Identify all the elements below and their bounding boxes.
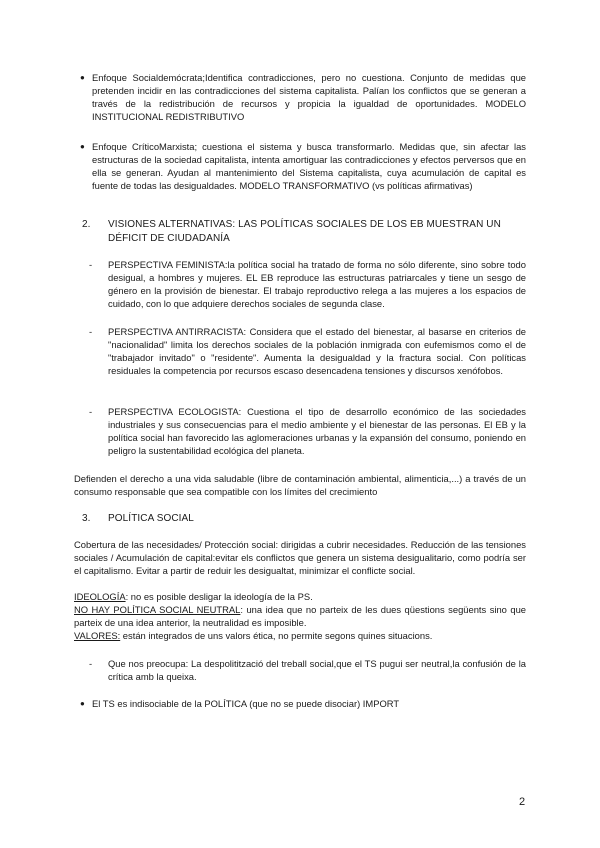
perspective-antirracista bbox=[89, 325, 526, 377]
perspective-text: PERSPECTIVA ECOLOGISTA: Cuestiona el tipo de desarrollo económico de las sociedades industriales y sus consecuencias para el medio ambiente y el bienestar de las personas. El EB y la política social han favorecido las aglomeraciones urbanas y la expansión del consumo, poniendo en peligro la sustentabilidad ecológica del planeta. bbox=[108, 406, 526, 456]
perspective-ecologista bbox=[89, 405, 526, 457]
section-number: 3. bbox=[82, 513, 91, 524]
definition-neutral bbox=[74, 603, 526, 629]
dash-marker: - bbox=[89, 658, 93, 669]
dash-preocupa bbox=[89, 657, 526, 683]
perspective-text: PERSPECTIVA FEMINISTA:la política social ha tratado de forma no sólo diferente, sino sobre todo desigual, a hombres y mujeres. EL EB reproduce las estructuras patriarcales y tiene un sesgo de género en la provisión de bienestar. El trabajo reproductivo relega a las mujeres a los espacios de cuidado, con lo que adquiere derechos sociales de segunda clase. bbox=[108, 259, 526, 309]
paragraph-vida-saludable: Defienden el derecho a una vida saludable (libre de contaminación ambiental, alimenticia,...) a través de un consumo responsable que sea compatible con los límites del crecimiento bbox=[74, 473, 526, 497]
bullet-dot: ● bbox=[80, 699, 85, 708]
page-number: 2 bbox=[519, 796, 526, 808]
paragraph-cobertura: Cobertura de las necesidades/ Protección social: dirigidas a cubrir necesidades. Reducción de las tensiones sociales / Acumulación de capital:evitar els conflictos que genera un sistema desigualitario, como podría ser el capitalismo. Evitar a partir de reduir les desigualtat, minimizar el conflicte social. bbox=[74, 539, 526, 576]
bullet-text: Enfoque Socialdemócrata;Identifica contradicciones, pero no cuestiona. Conjunto de medidas que pretenden incidir en las contradicciones del sistema capitalista. Palían los conflictos que se generan a través de la redistribución de recursos y propicia la igualdad de oportunidades. MODELO INSTITUCIONAL REDISTRIBUTIVO bbox=[92, 72, 526, 122]
bullet-dot: ● bbox=[80, 73, 85, 82]
bullet-ts-politica bbox=[80, 697, 526, 710]
definition-ideologia bbox=[74, 590, 526, 603]
dash-marker: - bbox=[89, 406, 93, 417]
section-title: VISIONES ALTERNATIVAS: LAS POLÍTICAS SOCIALES DE LOS EB MUESTRAN UN DÉFICIT DE CIUDADANÍA bbox=[108, 219, 501, 244]
bullet-text: Enfoque CríticoMarxista; cuestiona el sistema y busca transformarlo. Medidas que, sin afectar las estructuras de la sociedad capitalista, intenta amortiguar las contradicciones y efectos perversos que en ella se generan. Ayudan al mantenimiento del Sistema capitalista, cuya acumulación de capital es fuente de todas las desigualdades. MODELO TRANSFORMATIVO (vs políticas afirmativas) bbox=[92, 141, 526, 191]
valores-text: están integrados de uns valors ética, no permite segons quines situacions. bbox=[120, 630, 433, 641]
perspective-feminista bbox=[89, 258, 526, 310]
perspective-text: PERSPECTIVA ANTIRRACISTA: Considera que el estado del bienestar, al basarse en criterios de "nacionalidad" limita los derechos sociales de la población inmigrada con eufemismos como el de "trabajador invitado" o "residente". Aumenta la desigualdad y la fractura social. Con políticas residuales la competencia por recursos escaso desencadena tensiones y discursos xenófobos. bbox=[108, 326, 526, 376]
section-3-heading bbox=[82, 512, 526, 526]
section-number: 2. bbox=[82, 219, 91, 230]
bullet-text: El TS es indisociable de la POLÍTICA (que no se puede disociar) IMPORT bbox=[92, 698, 400, 709]
definition-valores bbox=[74, 629, 526, 642]
bullet-socialdemocrata bbox=[80, 71, 526, 123]
ideologia-label: IDEOLOGÍA bbox=[74, 591, 126, 602]
dash-marker: - bbox=[89, 326, 93, 337]
definitions-block bbox=[74, 590, 526, 642]
ideologia-text: : no es posible desligar la ideología de la PS. bbox=[125, 591, 313, 602]
section-title: POLÍTICA SOCIAL bbox=[108, 513, 194, 524]
valores-label: VALORES: bbox=[74, 630, 121, 641]
dash-marker: - bbox=[89, 259, 93, 270]
bullet-critico-marxista bbox=[80, 140, 526, 192]
bullet-dot: ● bbox=[80, 142, 85, 151]
dash-text: Que nos preocupa: La despolitització del treball social,que el TS pugui ser neutral,la confusión de la crítica amb la queixa. bbox=[108, 658, 526, 682]
neutral-label: NO HAY POLÍTICA SOCIAL NEUTRAL bbox=[74, 604, 241, 615]
neutral-text: : una idea que no parteix de les dues qüestions següents sino que parteix de una idea anterior, la neutralidad es imposible. bbox=[74, 604, 527, 628]
section-2-heading bbox=[82, 218, 526, 246]
